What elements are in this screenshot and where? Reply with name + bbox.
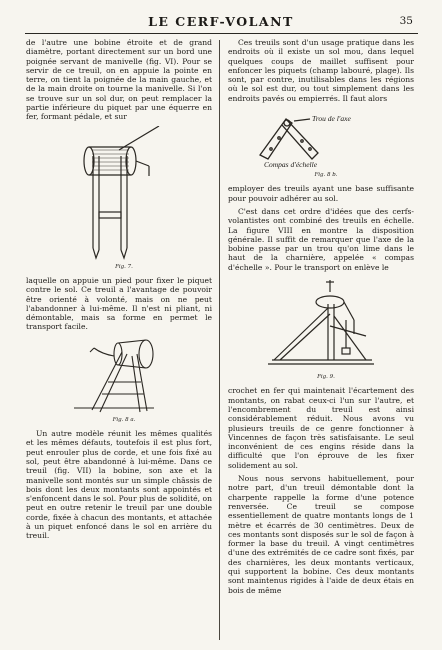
figure-caption: Fig. 8 b. — [314, 172, 338, 179]
paragraph: Nous nous servons habituellement, pour notre part, d'un treuil démontable dont la charpente rappelle la forme d'une potence renversée. Ce treuil se compose essentiellement de quatre montants longs de 1 mètre et écarrés de 30 centimètres. Deux de ces montants sont disposés sur le sol de façon à former la base du treuil. A vingt centimètres d'une des extrémités de ce cadre sont fixés, par des charnières, les deux montants verticaux, qui supportent la bobine. Ces deux montants sont maintenus rigides à l'aide de deux étais en bois de même — [228, 474, 414, 595]
figure-caption: Fig. 9. — [317, 374, 335, 381]
column-divider — [219, 40, 220, 640]
figure-label: Trou de l'axe — [312, 114, 351, 124]
figure-caption: Fig. 8 a. — [112, 416, 136, 423]
page-number: 35 — [399, 15, 413, 27]
figure-8b-ladder-hinge — [246, 107, 396, 169]
paragraph: employer des treuils ayant une base suffisante pour pouvoir adhérer au sol. — [228, 184, 414, 203]
figure-7-winch-stake — [59, 126, 179, 261]
paragraph: de l'autre une bobine étroite et de grand diamètre, portant directement sur un bord une poignée servant de manivelle (fig. VI). Pour se servir de ce treuil, on en appuie la pointe en terre, on tient la poignée de la main gauche, et de la main droite on tourne la manivelle. Si l'on se trouve sur un sol dur, on peut remplacer la partie inférieure du piquet par une équerre en fer, formant pédale, et sur — [26, 38, 212, 122]
figure-caption: Fig. 7. — [115, 263, 133, 270]
paragraph: Un autre modèle réunit les mêmes qualités et les mêmes défauts, toutefois il est plus fort, peut enrouler plus de corde, et une fois fixé au sol, peut être abandonné à lui-même. Dans ce treuil (fig. VII) la bobine, son axe et la manivelle sont montés sur un simple châssis de bois dont les deux montants sont appointés et s'enfoncent dans le sol. Pour plus de solidité, on peut en outre retenir le treuil par une double corde, fixée à chacun des montants, et attachée à un piquet enfoncé dans le sol en arrière du treuil. — [26, 429, 212, 541]
paragraph: crochet en fer qui maintenait l'écartement des montants, on rabat ceux-ci l'un sur l'autre, et l'encombrement du treuil est ainsi considérablement réduit. Nous avons vu plusieurs treuils de ce genre fonctionner à Vincennes de façon très satisfaisante. Le seul inconvénient de ces engins réside dans la difficulté que l'on éprouve de les fixer solidement au sol. — [228, 386, 414, 470]
paragraph: laquelle on appuie un pied pour fixer le piquet contre le sol. Ce treuil a l'avantage de pouvoir être orienté à volonté, mais on ne peut l'abandonner à lui-même. Il n'est ni pliant, ni démontable, mais sa forme en permet le transport facile. — [26, 275, 212, 332]
paragraph: C'est dans cet ordre d'idées que des cerfs-volantistes ont combiné des treuils en échelle. La figure VIII en montre la disposition générale. Il suffit de remarquer que l'axe de la bobine passe par un trou qu'on lime dans le haut de la charnière, appelée « compas d'échelle ». Pour le transport on enlève le — [228, 206, 414, 272]
figure-8a-ladder-winch — [54, 336, 184, 414]
paragraph: Ces treuils sont d'un usage pratique dans les endroits où il existe un sol mou, dans lequel quelques coups de maillet suffisent pour enfoncer les piquets (champ labouré, plage). Ils sont, par contre, inutilisables dans les régions où le sol est dur, ou tout simplement dans les endroits pavés ou empierrés. Il faut alors — [228, 38, 414, 103]
running-title: LE CERF-VOLANT — [148, 14, 294, 29]
left-column — [26, 38, 212, 545]
figure-9-gallows-winch — [246, 276, 396, 371]
running-header — [0, 14, 442, 30]
header-rule — [25, 33, 418, 34]
right-column — [228, 38, 414, 599]
figure-label: Compas d'échelle — [264, 160, 318, 170]
